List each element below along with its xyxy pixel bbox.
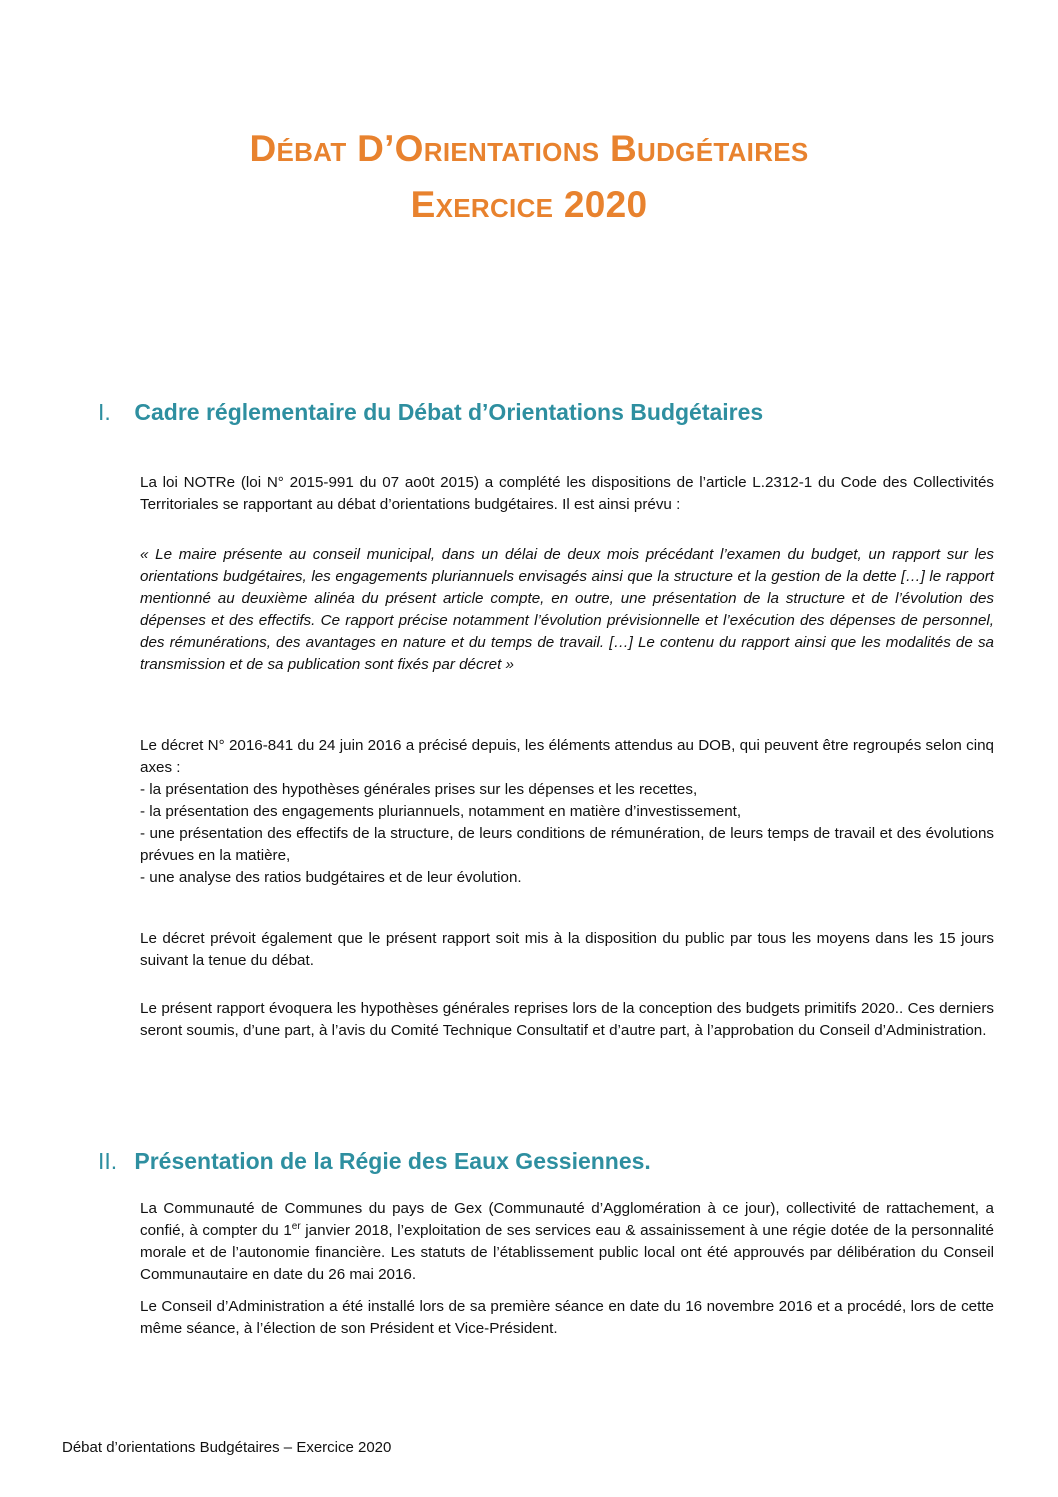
section1-paragraph-decree bbox=[140, 735, 994, 889]
section2-p1-part-b: janvier 2018, l’exploitation de ses services eau & assainissement à une régie dotée de la personnalité morale et de l’autonomie financière. Les statuts de l’établissement public local ont été approuvés par délibération du Conseil Communautaire en date du 26 mai 2016. bbox=[140, 1222, 994, 1283]
section2-p1-part-a: La Communauté de Communes du pays de Gex (Communauté d’Agglomération à ce jour), collectivité de rattachement, a confié, à compter du 1 bbox=[140, 1200, 994, 1239]
section2-heading bbox=[98, 1146, 998, 1176]
section1-paragraph-report: Le présent rapport évoquera les hypothèses générales reprises lors de la conception des budgets primitifs 2020.. Ces derniers seront soumis, d’une part, à l’avis du Comité Technique Consultatif et d’autre part, à l’approbation du Conseil d’Administration. bbox=[140, 1000, 994, 1039]
section1-paragraph-public: Le décret prévoit également que le présent rapport soit mis à la disposition du public par tous les moyens dans les 15 jours suivant la tenue du débat. bbox=[140, 930, 994, 969]
decree-item-1: - la présentation des hypothèses générales prises sur les dépenses et les recettes, bbox=[140, 781, 698, 798]
page-footer: Débat d’orientations Budgétaires – Exercice 2020 bbox=[62, 1439, 392, 1456]
section1-title: Cadre réglementaire du Débat d’Orientations Budgétaires bbox=[134, 399, 764, 425]
section1-heading bbox=[98, 397, 998, 427]
section2-title: Présentation de la Régie des Eaux Gessiennes. bbox=[134, 1148, 651, 1174]
section1-paragraph-1: La loi NOTRe (loi N° 2015-991 du 07 ao0t 2015) a complété les dispositions de l’article L.2312-1 du Code des Collectivités Territoriales se rapportant au débat d’orientations budgétaires. Il est ainsi prévu : bbox=[140, 474, 994, 513]
section2-number: II. bbox=[98, 1148, 118, 1174]
decree-intro: Le décret N° 2016-841 du 24 juin 2016 a précisé depuis, les éléments attendus au DOB, qui peuvent être regroupés selon cinq axes : bbox=[140, 737, 994, 776]
section2-p1-superscript: er bbox=[291, 1220, 301, 1232]
section2-paragraph-2: Le Conseil d’Administration a été installé lors de sa première séance en date du 16 novembre 2016 et a procédé, lors de cette même séance, à l’élection de son Président et Vice-Président. bbox=[140, 1298, 994, 1337]
section1-number: I. bbox=[98, 399, 111, 425]
document-title-line2: Exercice 2020 bbox=[410, 184, 648, 225]
decree-item-2: - la présentation des engagements pluriannuels, notamment en matière d’investissement, bbox=[140, 803, 742, 820]
decree-item-3: - une présentation des effectifs de la structure, de leurs conditions de rémunération, de leurs temps de travail et des évolutions prévues en la matière, bbox=[140, 825, 994, 864]
document-title-line1: Débat D’Orientations Budgétaires bbox=[249, 128, 809, 169]
section2-paragraph-1 bbox=[140, 1198, 994, 1286]
section1-quote: « Le maire présente au conseil municipal, dans un délai de deux mois précédant l’examen du budget, un rapport sur les orientations budgétaires, les engagements pluriannuels envisagés ainsi que la structure et la gestion de la dette […] le rapport mentionné au deuxième alinéa du présent article compte, en outre, une présentation de la structure et de l’évolution des dépenses et des effectifs. Ce rapport précise notamment l’évolution prévisionnelle et l’exécution des dépenses de personnel, des rémunérations, des avantages en nature et du temps de travail. […] Le contenu du rapport ainsi que les modalités de sa transmission et de sa publication sont fixés par décret » bbox=[140, 546, 994, 673]
decree-item-4: - une analyse des ratios budgétaires et de leur évolution. bbox=[140, 869, 522, 886]
